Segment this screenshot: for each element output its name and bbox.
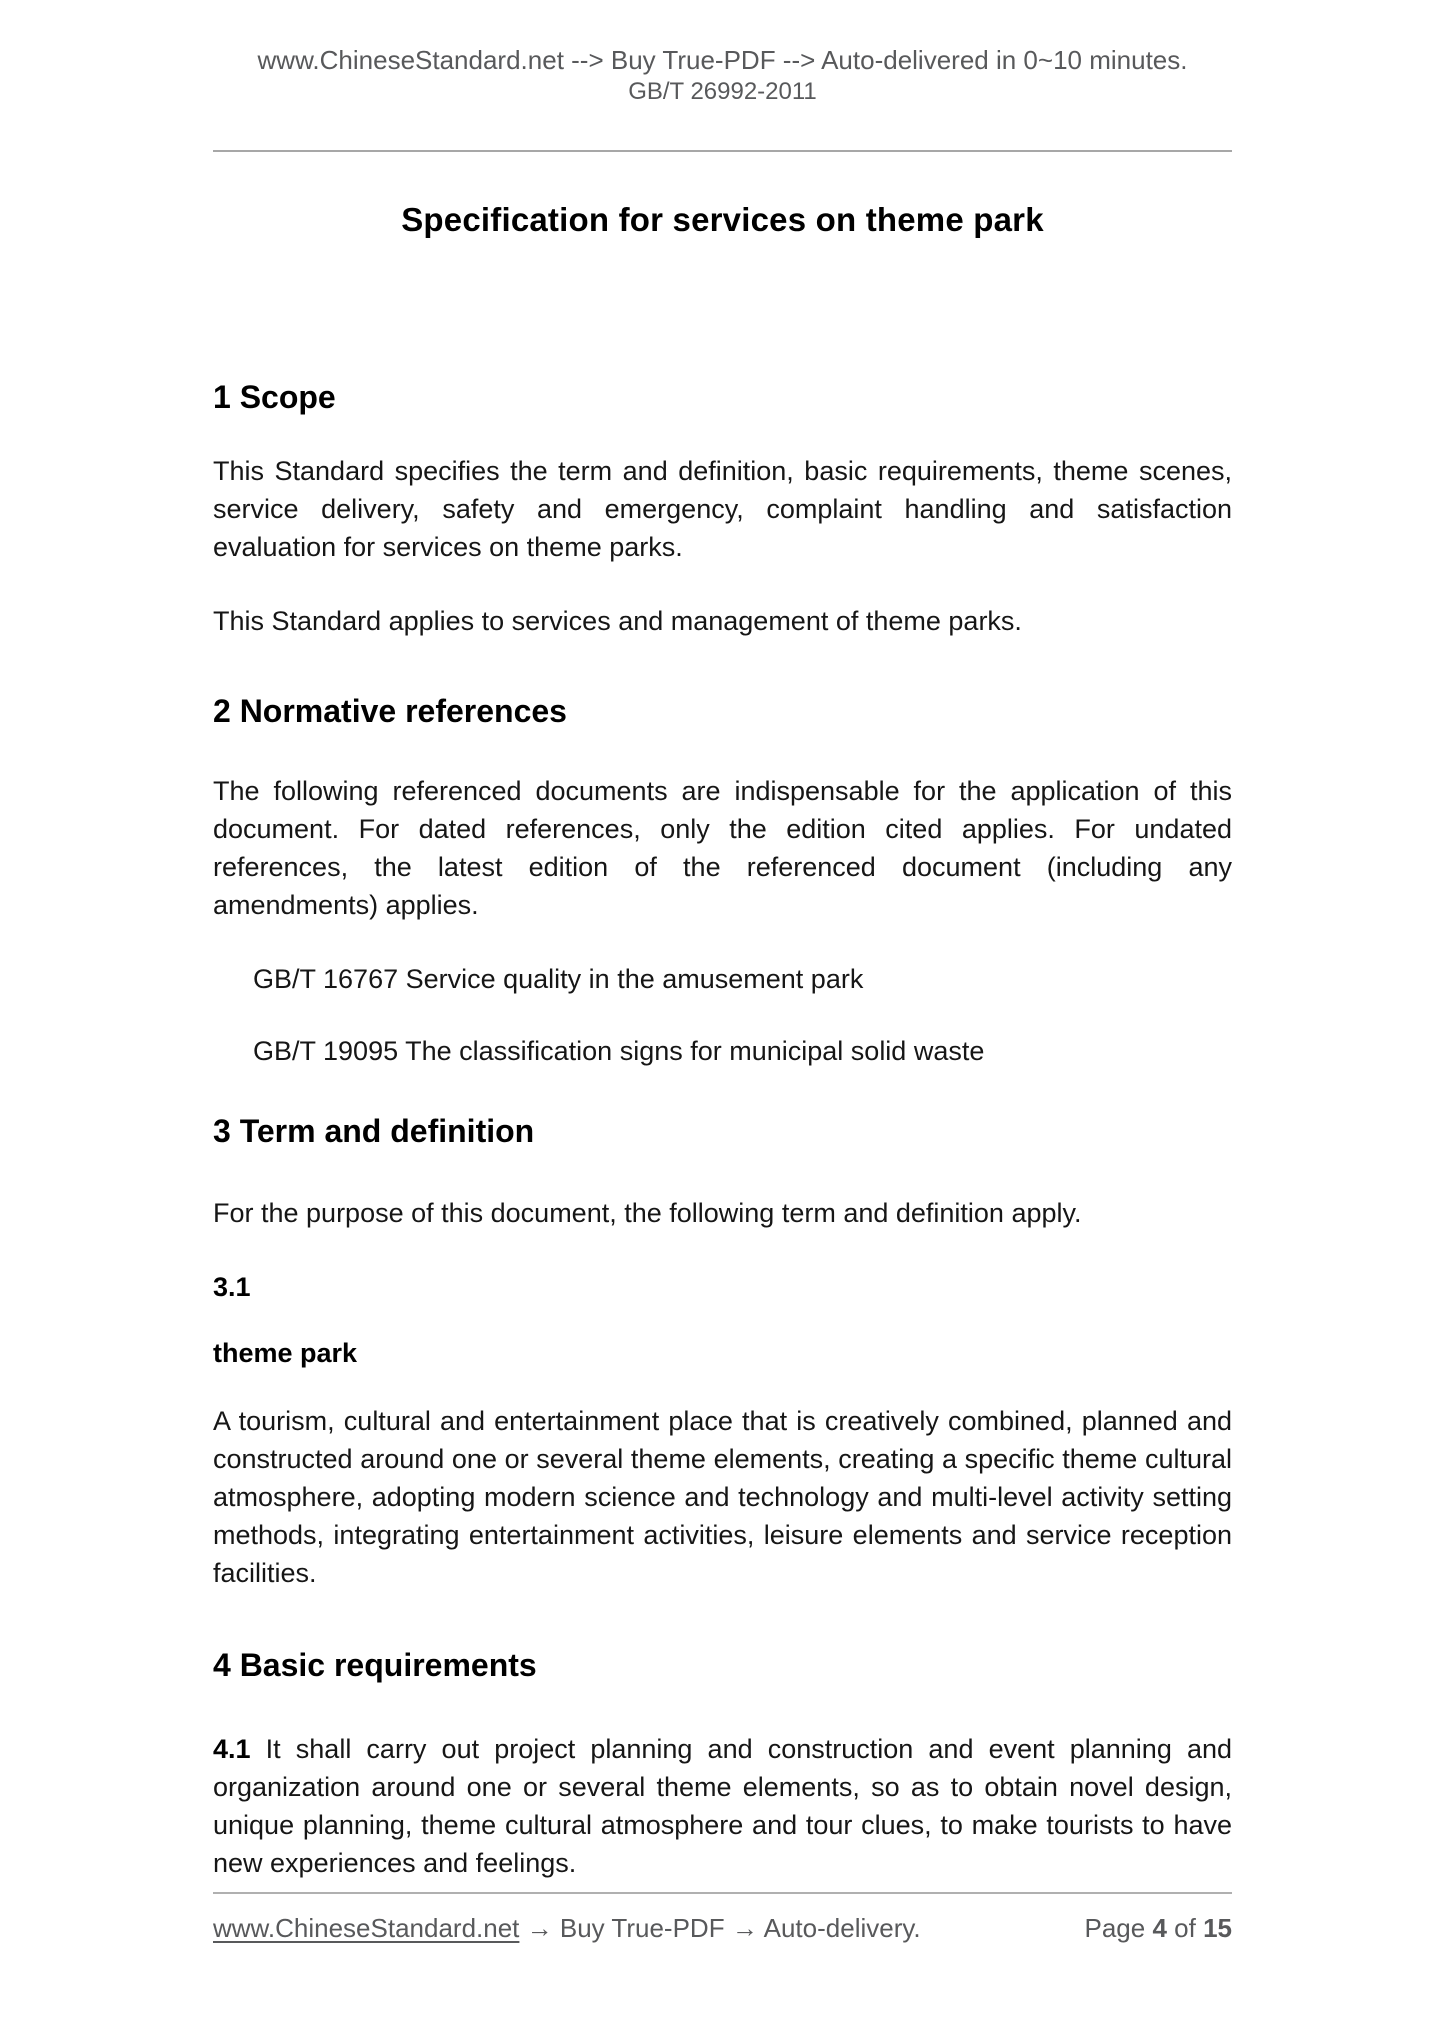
standard-number: GB/T 26992-2011: [628, 78, 817, 105]
arrow-icon: →: [526, 1913, 553, 1943]
footer-banner: [213, 1912, 921, 1944]
normative-paragraph: The following referenced documents are indispensable for the application of this document. For dated references, only the edition cited applies. For undated references, the latest edition of the referenced document (including any amendments) applies.: [213, 776, 1232, 920]
section-heading-term-definition: 3 Term and definition: [213, 1113, 535, 1149]
page-label: Page: [1084, 1913, 1146, 1943]
reference-item: GB/T 19095 The classification signs for municipal solid waste: [253, 1036, 985, 1066]
page-number-indicator: [1084, 1912, 1232, 1944]
footer-buy-label: Buy True-PDF: [559, 1913, 725, 1943]
reference-item: GB/T 16767 Service quality in the amusement park: [253, 964, 864, 994]
document-title: Specification for services on theme park: [401, 201, 1044, 238]
terms-intro: For the purpose of this document, the following term and definition apply.: [213, 1198, 1082, 1228]
section-heading-scope: 1 Scope: [213, 379, 336, 415]
section-heading-normative-references: 2 Normative references: [213, 693, 567, 729]
of-label: of: [1174, 1913, 1196, 1943]
footer-delivery-label: Auto-delivery.: [763, 1913, 921, 1943]
clause-number-3-1: 3.1: [213, 1272, 251, 1302]
footer-site-link[interactable]: www.ChineseStandard.net: [213, 1913, 520, 1943]
page-footer: [213, 1912, 1232, 1944]
term-definition: A tourism, cultural and entertainment place that is creatively combined, planned and constructed around one or several theme elements, creating a specific theme cultural atmosphere, adopting modern science and technology and multi-level activity setting methods, integrating entertainment activities, leisure elements and service reception facilities.: [213, 1406, 1232, 1588]
term-name: theme park: [213, 1338, 358, 1368]
section-heading-basic-requirements: 4 Basic requirements: [213, 1647, 537, 1683]
clause-number-4-1: 4.1: [213, 1734, 251, 1764]
arrow-icon: →: [731, 1913, 758, 1943]
scope-paragraph-1: This Standard specifies the term and definition, basic requirements, theme scenes, service delivery, safety and emergency, complaint handling and satisfaction evaluation for services on theme parks.: [213, 456, 1232, 562]
header-banner: www.ChineseStandard.net --> Buy True-PDF --> Auto-delivered in 0~10 minutes.: [257, 45, 1188, 75]
scope-paragraph-2: This Standard applies to services and management of theme parks.: [213, 606, 1022, 636]
clause-4-1-text: It shall carry out project planning and construction and event planning and organization around one or several theme elements, so as to obtain novel design, unique planning, theme cultural atmosphere and tour clues, to make tourists to have new experiences and feelings.: [213, 1734, 1232, 1878]
footer-divider: [213, 1892, 1232, 1894]
clause-4-1-paragraph: [213, 1730, 1232, 1882]
header-divider: [213, 150, 1232, 152]
page-total: 15: [1203, 1913, 1232, 1943]
page-current: 4: [1152, 1913, 1167, 1943]
